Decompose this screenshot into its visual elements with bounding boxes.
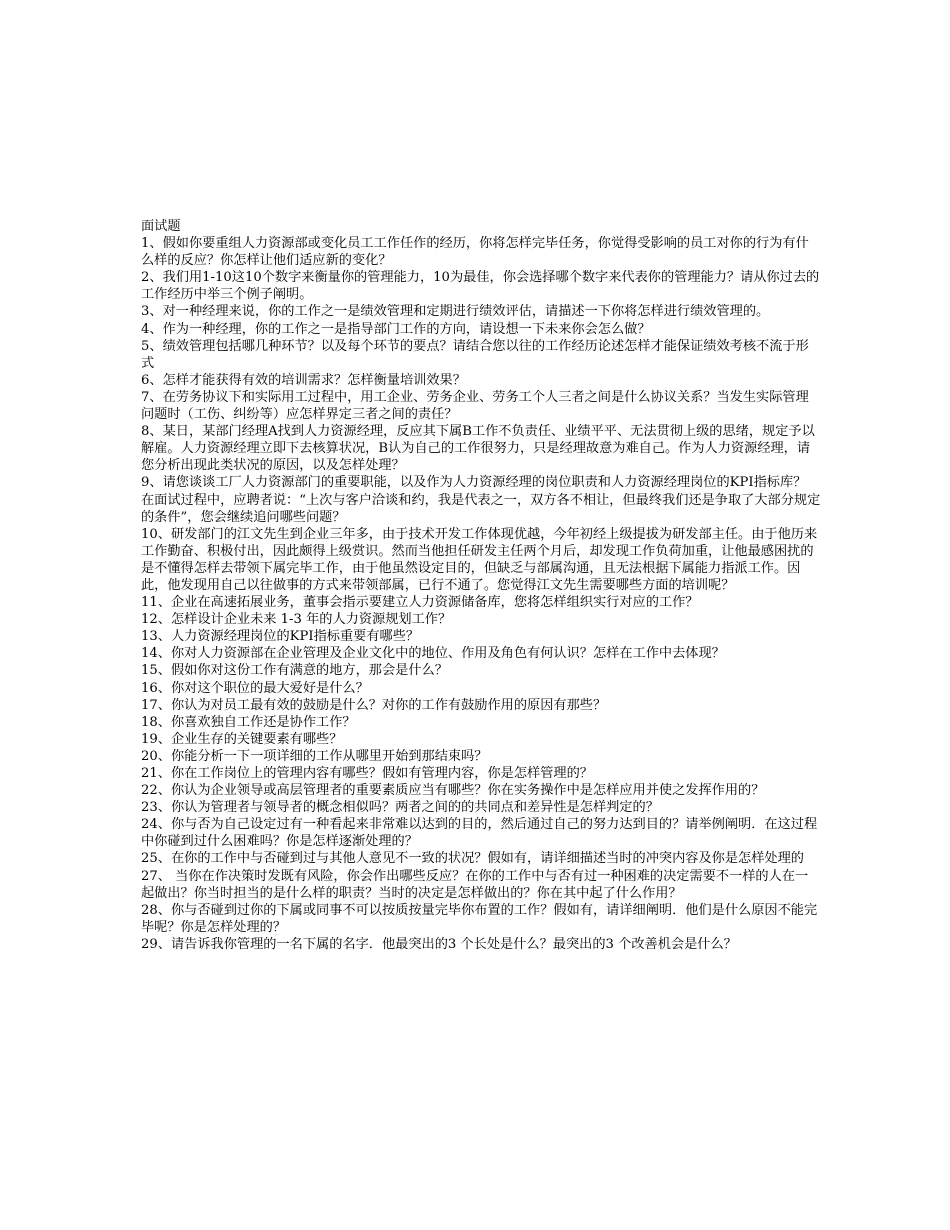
question-18: 18、你喜欢独自工作还是协作工作？ xyxy=(141,714,356,730)
question-22: 22、你认为企业领导或高层管理者的重要素质应当有哪些？你在实务操作中是怎样应用并使之发挥作用的？ xyxy=(141,783,765,799)
question-2: 2、我们用1-10这10个数字来衡量你的管理能力，10为最佳，你会选择哪个数字来代表你的管理能力？请从你过去的工作经历中举三个例子阐明。 xyxy=(141,270,820,303)
question-8: 8、某日，某部门经理A找到人力资源经理，反应其下属B工作不负责任、业绩平平、无法贯彻上级的思绪，规定予以解雇。人力资源经理立即下去核算状况，B认为自己的工作很努力，只是经理故意为难自己。作为人力资源经理，请您分析出现此类状况的原因，以及怎样处理？ xyxy=(141,424,815,474)
question-17: 17、你认为对员工最有效的鼓励是什么？对你的工作有鼓励作用的原因有那些？ xyxy=(141,697,607,713)
question-29: 29、请告诉我你管理的一名下属的名字．他最突出的3 个长处是什么？最突出的3 个改善机会是什么？ xyxy=(141,936,737,952)
question-21: 21、你在工作岗位上的管理内容有哪些？假如有管理内容，你是怎样管理的？ xyxy=(141,766,593,781)
question-11: 11、企业在高速拓展业务，董事会指示要建立人力资源储备库，您将怎样组织实行对应的工作？ xyxy=(141,595,699,611)
question-3: 3、对一种经理来说，你的工作之一是绩效管理和定期进行绩效评估，请描述一下你将怎样进行绩效管理的。 xyxy=(141,304,770,320)
question-23: 23、你认为管理者与领导者的概念相似吗？两者之间的的共同点和差异性是怎样判定的？ xyxy=(141,800,659,816)
interview-scenario: 在面试过程中，应聘者说：“上次与客户洽谈和约，我是代表之一，双方各不相让，但最终我们还是争取了大部分规定的条件”，您会继续追问哪些问题？ xyxy=(141,492,821,525)
question-4: 4、作为一种经理，你的工作之一是指导部门工作的方向，请设想一下未来你会怎么做？ xyxy=(141,321,651,337)
question-20: 20、你能分析一下一项详细的工作从哪里开始到那结束吗？ xyxy=(141,748,488,764)
question-28: 28、你与否碰到过你的下属或同事不可以按质按量完毕你布置的工作？假如有，请详细阐明．他们是什么原因不能完毕呢？你是怎样处理的？ xyxy=(141,902,818,935)
question-27: 27、 当你在作决策时发既有风险，你会作出哪些反应？在你的工作中与否有过一种困难的决定需要不一样的人在一起做出？你当时担当的是什么样的职责？当时的决定是怎样做出的？你在其中起了什么作用？ xyxy=(141,868,809,901)
question-24: 24、你与否为自己设定过有一种看起来非常难以达到的目的，然后通过自己的努力达到目的？请举例阐明．在这过程中你碰到过什么困难吗？你是怎样逐渐处理的？ xyxy=(141,817,818,850)
question-19: 19、企业生存的关键要素有哪些？ xyxy=(141,731,343,747)
question-5: 5、绩效管理包括哪几种环节？以及每个环节的要点？请结合您以往的工作经历论述怎样才能保证绩效考核不流于形式 xyxy=(141,338,809,371)
question-13: 13、人力资源经理岗位的KPI指标重要有哪些？ xyxy=(141,629,420,645)
question-25: 25、在你的工作中与否碰到过与其他人意见不一致的状况？假如有，请详细描述当时的冲突内容及你是怎样处理的 xyxy=(141,851,804,867)
question-10: 10、研发部门的江文先生到企业三年多，由于技术开发工作体现优越，今年初经上级提拔为研发部主任。由于他历来工作勤奋、积极付出，因此颇得上级赏识。然而当他担任研发主任两个月后，却发现工作负荷加重，让他最感困扰的是不懂得怎样去带领下属完毕工作，由于他虽然设定目的，但缺乏与部属沟通，且无法根据下属能力指派工作。因此，他发现用自己以往做事的方式来带领部属，已行不通了。您觉得江文先生需要哪些方面的培训呢？ xyxy=(141,526,818,593)
document-title: 面试题 xyxy=(141,219,181,234)
question-6: 6、怎样才能获得有效的培训需求？怎样衡量培训效果？ xyxy=(141,372,466,388)
question-15: 15、假如你对这份工作有满意的地方，那会是什么？ xyxy=(141,663,448,679)
question-12: 12、怎样设计企业未来 1-3 年的人力资源规划工作？ xyxy=(141,612,452,628)
document-body xyxy=(141,218,821,953)
question-16: 16、你对这个职位的最大爱好是什么？ xyxy=(141,680,369,696)
question-7: 7、在劳务协议下和实际用工过程中，用工企业、劳务企业、劳务工个人三者之间是什么协议关系？当发生实际管理问题时（工伤、纠纷等）应怎样界定三者之间的责任？ xyxy=(141,389,809,423)
question-14: 14、你对人力资源部在企业管理及企业文化中的地位、作用及角色有何认识？怎样在工作中去体现？ xyxy=(141,646,725,662)
question-9: 9、请您谈谈工厂人力资源部门的重要职能，以及作为人力资源经理的岗位职责和人力资源经理岗位的KPI指标库？ xyxy=(141,475,807,491)
question-1: 1、假如你要重组人力资源部或变化员工工作任作的经历，你将怎样完毕任务，你觉得受影响的员工对你的行为有什么样的反应？你怎样让他们适应新的变化？ xyxy=(141,236,809,269)
